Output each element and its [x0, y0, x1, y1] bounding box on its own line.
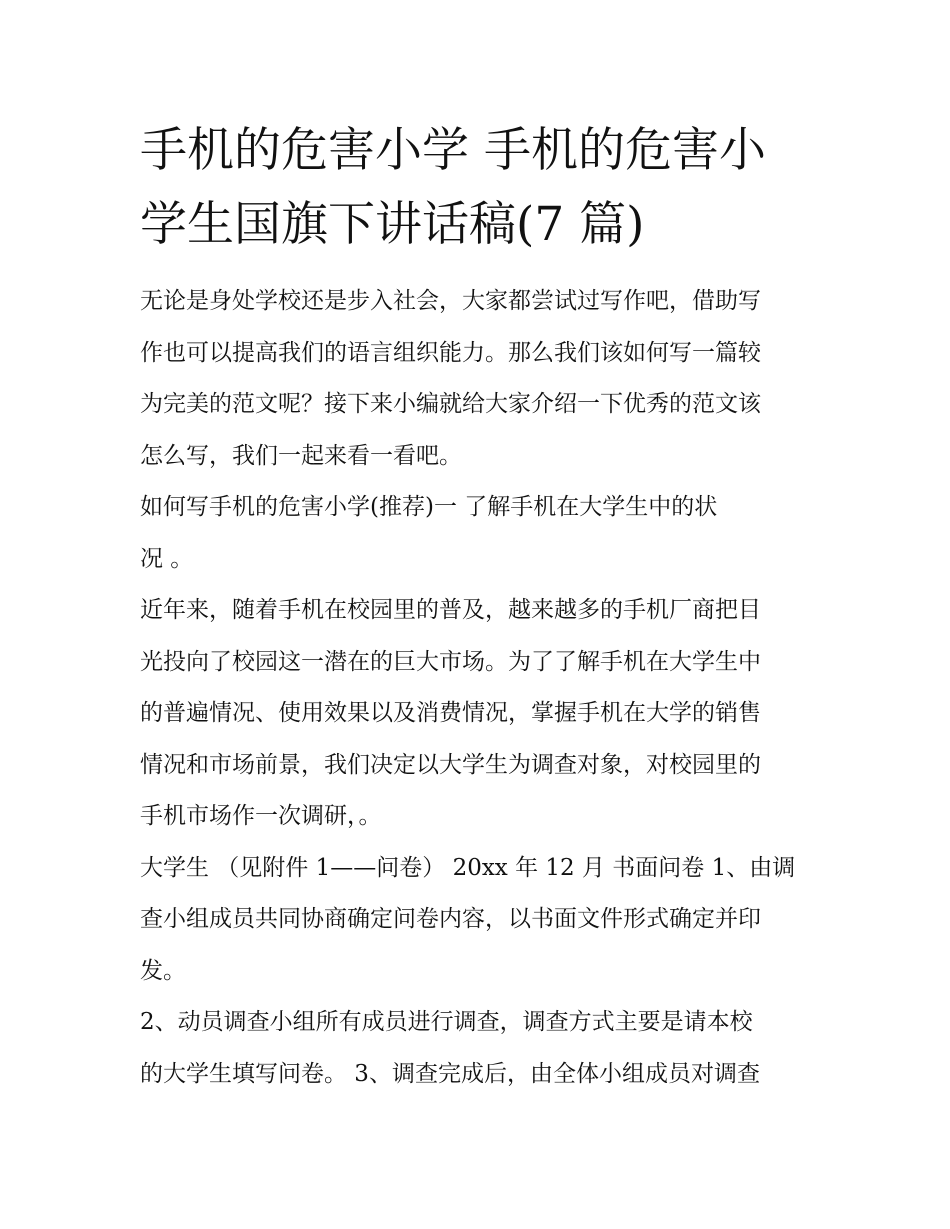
paragraph-steps [140, 997, 820, 1100]
paragraph-line: 为完美的范文呢？接下来小编就给大家介绍一下优秀的范文该 [140, 391, 761, 417]
paragraph-intro [140, 276, 820, 482]
paragraph-line: 大学生 （见附件 1——问卷） 20xx 年 12 月 书面问卷 1、由调 [140, 854, 796, 881]
document-title [140, 114, 820, 262]
paragraph-line: 作也可以提高我们的语言组织能力。那么我们该如何写一篇较 [140, 339, 761, 366]
paragraph-line: 发。 [140, 957, 186, 984]
paragraph-line: 2、动员调查小组所有成员进行调查，调查方式主要是请本校 [140, 1009, 753, 1035]
paragraph-line: 查小组成员共同协商确定问卷内容，以书面文件形式确定并印 [140, 906, 761, 932]
title-line-1: 手机的危害小学 手机的危害小 [140, 123, 766, 178]
document-body [140, 276, 820, 1100]
paragraph-line: 近年来，随着手机在校园里的普及，越来越多的手机厂商把目 [140, 597, 761, 623]
paragraph-line: 况 。 [140, 545, 194, 572]
paragraph-line: 的大学生填写问卷。 3、调查完成后，由全体小组成员对调查 [140, 1060, 760, 1087]
title-line-2: 学生国旗下讲话稿(7 篇) [140, 197, 645, 252]
paragraph-line: 情况和市场前景，我们决定以大学生为调查对象，对校园里的 [140, 751, 761, 778]
paragraph-line: 如何写手机的危害小学(推荐)一 了解手机在大学生中的状 [140, 494, 718, 520]
paragraph-heading [140, 482, 820, 585]
paragraph-line: 光投向了校园这一潜在的巨大市场。为了了解手机在大学生中 [140, 648, 761, 675]
paragraph-background [140, 585, 820, 843]
paragraph-method [140, 843, 820, 998]
paragraph-line: 的普遍情况、使用效果以及消费情况，掌握手机在大学的销售 [140, 700, 761, 726]
paragraph-line: 怎么写，我们一起来看一看吧。 [140, 442, 462, 469]
paragraph-line: 手机市场作一次调研，。 [140, 803, 382, 829]
paragraph-line: 无论是身处学校还是步入社会，大家都尝试过写作吧，借助写 [140, 288, 761, 314]
document-page [140, 114, 820, 1100]
